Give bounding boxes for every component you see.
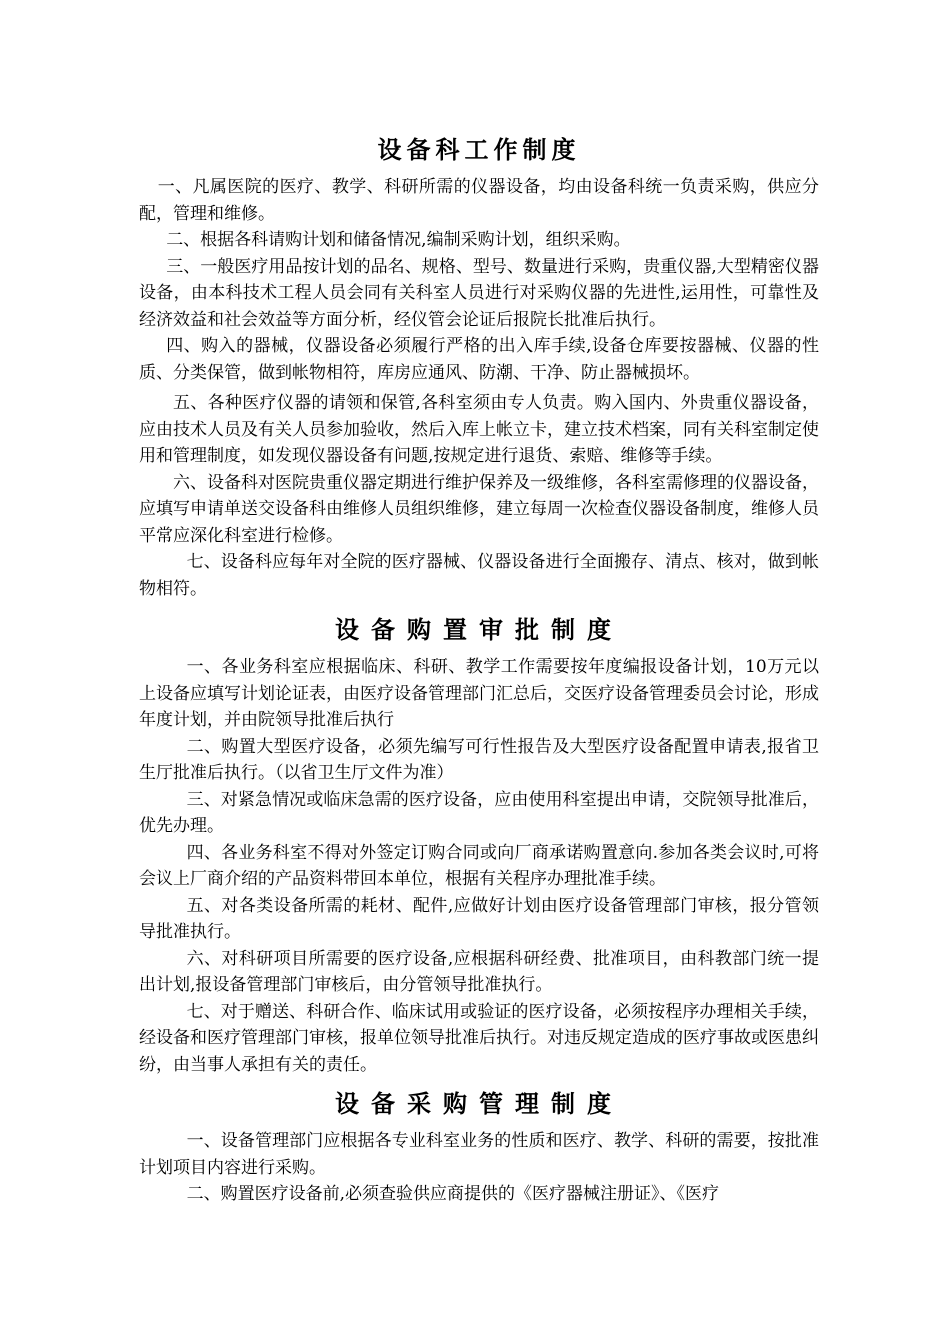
- paragraph: 一、设备管理部门应根据各专业科室业务的性质和医疗、教学、科研的需要，按批准计划项目内容进行采购。: [139, 1131, 819, 1178]
- paragraph: 五、对各类设备所需的耗材、配件,应做好计划由医疗设备管理部门审核，报分管领导批准执行。: [139, 895, 819, 942]
- paragraph: 二、购置医疗设备前,必须查验供应商提供的《医疗器械注册证》、《医疗: [186, 1184, 719, 1204]
- section-title-equipment-dept-rules: 设备科工作制度: [377, 136, 581, 164]
- paragraph: 二、购置大型医疗设备，必须先编写可行性报告及大型医疗设备配置申请表,报省卫生厅批准后执行。（以省卫生厅文件为准）: [139, 736, 819, 783]
- paragraph: 一、各业务科室应根据临床、科研、教学工作需要按年度编报设备计划，10万元以上设备应填写计划论证表，由医疗设备管理部门汇总后，交医疗设备管理委员会讨论，形成年度计划，并由院领导批准后执行: [139, 657, 819, 730]
- section-title-procurement-management-rules: 设备采购管理制度: [335, 1090, 623, 1118]
- section-title-purchase-approval-rules: 设备购置审批制度: [335, 616, 623, 644]
- paragraph: 六、对科研项目所需要的医疗设备,应根据科研经费、批准项目，由科教部门统一提出计划,报设备管理部门审核后，由分管领导批准执行。: [139, 948, 819, 995]
- paragraph: 二、根据各科请购计划和储备情况,编制采购计划，组织采购。: [166, 230, 631, 250]
- paragraph: 四、各业务科室不得对外签定订购合同或向厂商承诺购置意向.参加各类会议时,可将会议上厂商介绍的产品资料带回本单位，根据有关程序办理批准手续。: [139, 842, 819, 889]
- paragraph: 三、一般医疗用品按计划的品名、规格、型号、数量进行采购，贵重仪器,大型精密仪器设备，由本科技术工程人员会同有关科室人员进行对采购仪器的先进性,运用性，可靠性及经济效益和社会效益等方面分析，经仪管会论证后报院长批准后执行。: [139, 256, 819, 330]
- paragraph: 七、对于赠送、科研合作、临床试用或验证的医疗设备，必须按程序办理相关手续，经设备和医疗管理部门审核，报单位领导批准后执行。对违反规定造成的医疗事故或医患纠纷，由当事人承担有关的责任。: [139, 1001, 819, 1075]
- paragraph: 五、各种医疗仪器的请领和保管,各科室须由专人负责。购入国内、外贵重仪器设备，应由技术人员及有关人员参加验收，然后入库上帐立卡，建立技术档案，同有关科室制定使用和管理制度，如发现仪器设备有问题,按规定进行退货、索赔、维修等手续。: [139, 393, 819, 466]
- paragraph: 四、购入的器械，仪器设备必须履行严格的出入库手续,设备仓库要按器械、仪器的性质、分类保管，做到帐物相符，库房应通风、防潮、干净、防止器械损坏。: [139, 336, 819, 383]
- document-page: [139, 130, 819, 1208]
- paragraph: 七、设备科应每年对全院的医疗器械、仪器设备进行全面搬存、清点、核对，做到帐物相符。: [139, 552, 819, 599]
- paragraph: 六、设备科对医院贵重仪器定期进行维护保养及一级维修，各科室需修理的仪器设备，应填写申请单送交设备科由维修人员组织维修，建立每周一次检查仪器设备制度，维修人员平常应深化科室进行检修。: [139, 472, 819, 546]
- paragraph: 三、对紧急情况或临床急需的医疗设备，应由使用科室提出申请，交院领导批准后，优先办理。: [139, 789, 819, 836]
- paragraph: 一、凡属医院的医疗、教学、科研所需的仪器设备，均由设备科统一负责采购，供应分配，管理和维修。: [139, 177, 819, 224]
